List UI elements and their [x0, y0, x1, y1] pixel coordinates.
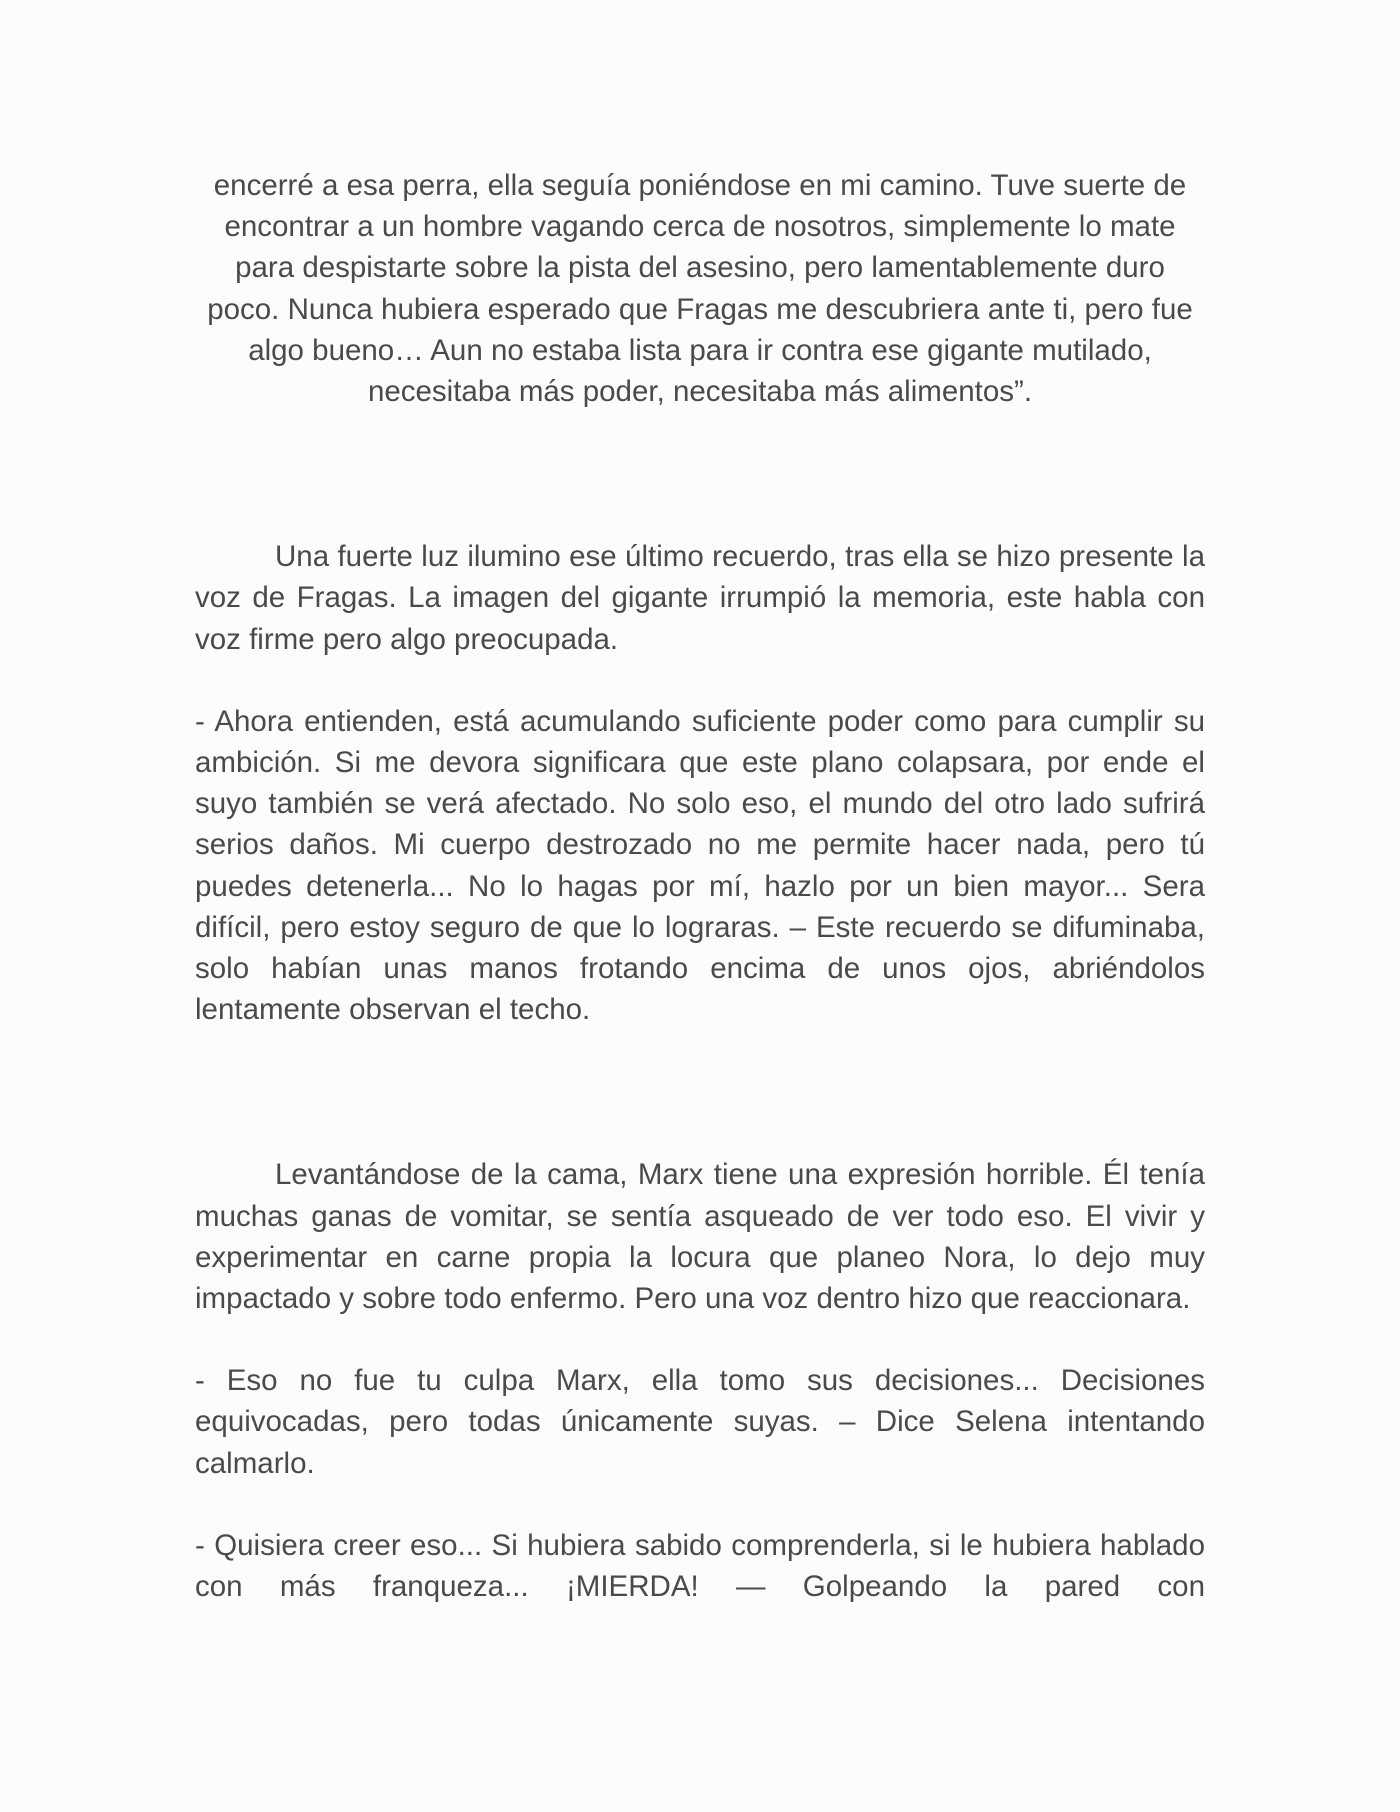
- paragraph-spacer: [195, 1484, 1205, 1525]
- paragraph-5: - Eso no fue tu culpa Marx, ella tomo sus decisiones... Decisiones equivocadas, pero todas únicamente suyas. – Dice Selena intentando calmarlo.: [195, 1364, 1205, 1480]
- paragraph-2: Una fuerte luz ilumino ese último recuerdo, tras ella se hizo presente la voz de Fragas. La imagen del gigante irrumpió la memoria, este habla con voz firme pero algo preocupada.: [195, 540, 1205, 656]
- document-page: [195, 165, 1205, 1607]
- paragraph-1: encerré a esa perra, ella seguía poniéndose en mi camino. Tuve suerte de encontrar a un hombre vagando cerca de nosotros, simplemente lo mate para despistarte sobre la pista del asesino, pero lamentablemente duro poco. Nunca hubiera esperado que Fragas me descubriera ante ti, pero fue algo bueno… Aun no estaba lista para ir contra ese gigante mutilado, necesitaba más poder, necesitaba más alimentos”.: [207, 169, 1193, 409]
- paragraph-3: - Ahora entienden, está acumulando suficiente poder como para cumplir su ambición. Si me devora significara que este plano colapsara, por ende el suyo también se verá afectado. No solo eso, el mundo del otro lado sufrirá serios daños. Mi cuerpo destrozado no me permite hacer nada, pero tú puedes detenerla... No lo hagas por mí, hazlo por un bien mayor... Sera difícil, pero estoy seguro de que lo lograras. – Este recuerdo se difuminaba, solo habían unas manos frotando encima de unos ojos, abriéndolos lentamente observan el techo.: [195, 704, 1205, 1027]
- paragraph-spacer: [195, 660, 1205, 701]
- paragraph-spacer: [195, 1319, 1205, 1360]
- paragraph-6: - Quisiera creer eso... Si hubiera sabido comprenderla, si le hubiera hablado con más franqueza... ¡MIERDA! — Golpeando la pared con: [195, 1528, 1205, 1604]
- paragraph-spacer: [195, 1030, 1205, 1154]
- paragraph-spacer: [195, 412, 1205, 536]
- paragraph-4: Levantándose de la cama, Marx tiene una expresión horrible. Él tenía muchas ganas de vomitar, se sentía asqueado de ver todo eso. El vivir y experimentar en carne propia la locura que planeo Nora, lo dejo muy impactado y sobre todo enfermo. Pero una voz dentro hizo que reaccionara.: [195, 1158, 1205, 1316]
